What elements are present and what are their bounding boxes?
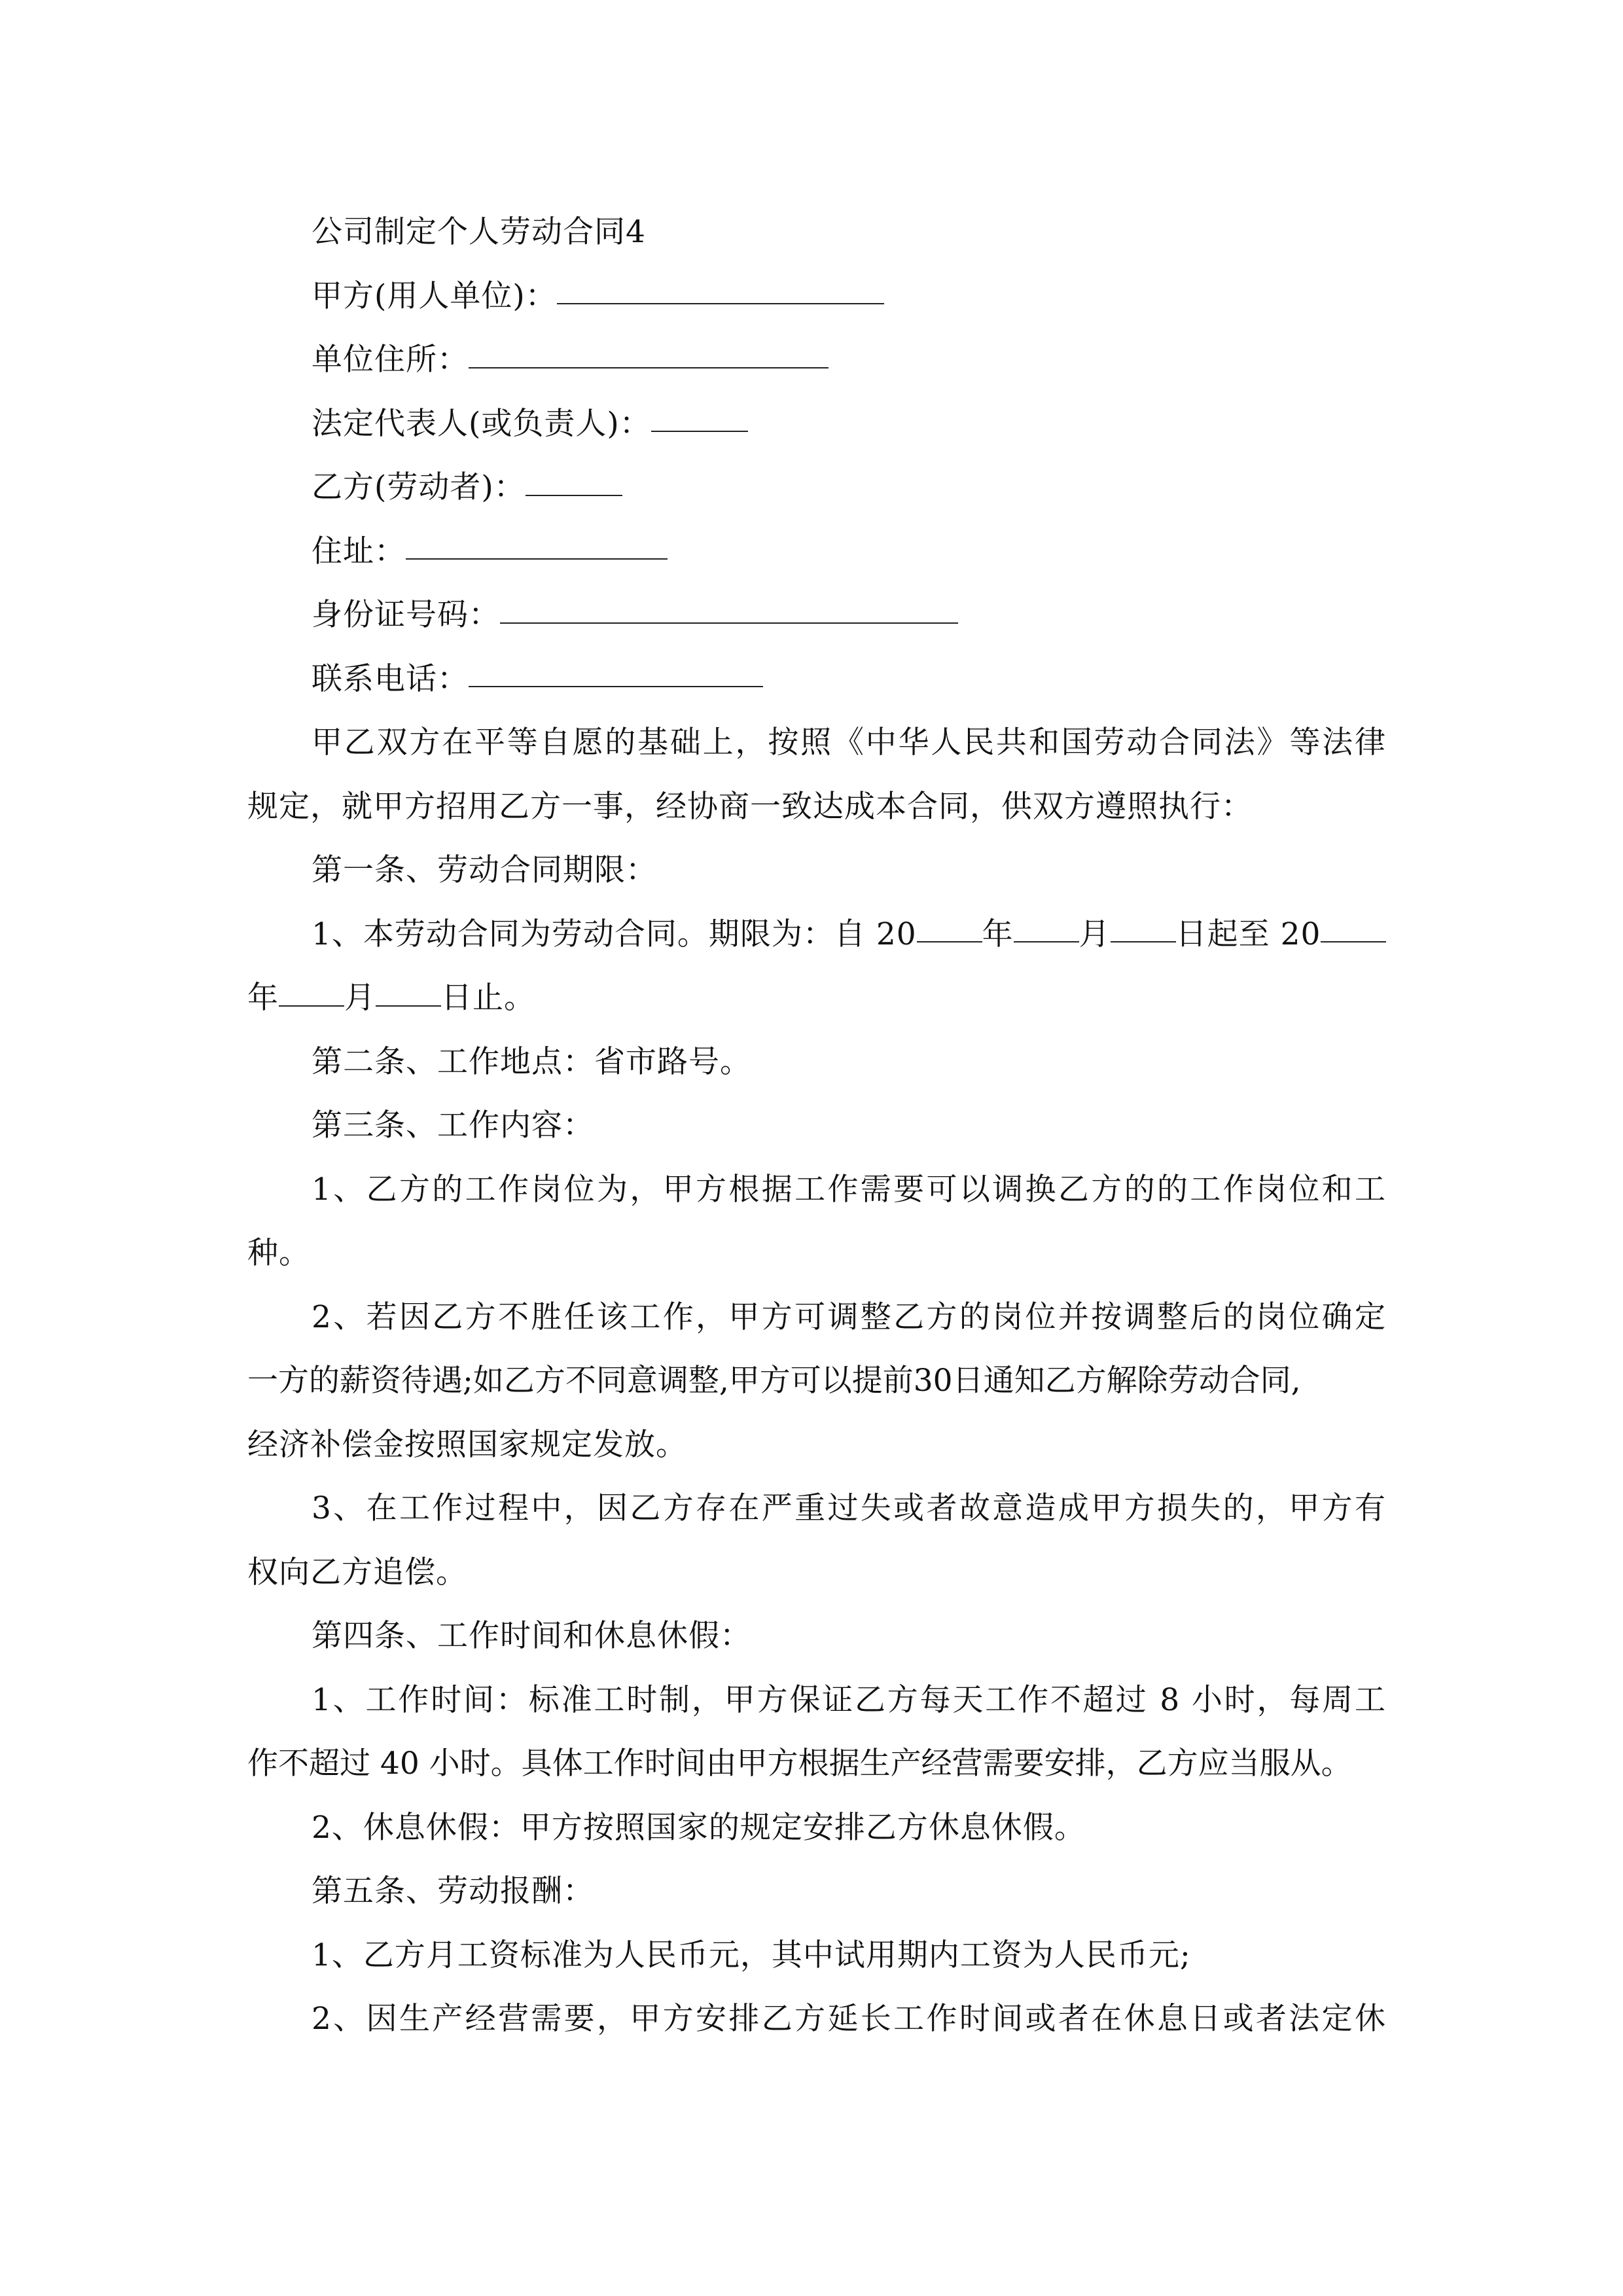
article-3-item-3-line-2: 权向乙方追偿。: [247, 1554, 467, 1590]
article-3-item-1-line-2: 种。: [247, 1235, 310, 1271]
blank-line: [1321, 941, 1386, 942]
term-text: 年: [982, 916, 1014, 952]
term-text: 日起至 20: [1175, 916, 1321, 952]
intro-line-2: 规定，就甲方招用乙方一事，经协商一致达成本合同，供双方遵照执行：: [247, 788, 1253, 825]
field-address: [247, 520, 1386, 584]
field-id-number: [247, 583, 1386, 647]
blank-line: [1111, 941, 1176, 942]
field-legal-rep: [247, 392, 1386, 456]
blank-line: [376, 1005, 441, 1007]
blank-line: [500, 622, 958, 624]
article-5-item-1: 1、乙方月工资标准为人民币元，其中试用期内工资为人民币元;: [312, 1937, 1191, 1973]
field-party-b: [247, 456, 1386, 520]
blank-line: [917, 941, 982, 942]
article-4-item-2: 2、休息休假：甲方按照国家的规定安排乙方休息休假。: [312, 1809, 1086, 1846]
field-label: 联系电话：: [312, 660, 469, 697]
article-3-item-3-line-1: 3、在工作过程中，因乙方存在严重过失或者故意造成甲方损失的，甲方有: [312, 1490, 1386, 1526]
blank-line: [469, 367, 829, 368]
article-3-item-1-line-1: 1、乙方的工作岗位为，甲方根据工作需要可以调换乙方的的工作岗位和工: [312, 1171, 1386, 1208]
article-1-item-1-line-2: [247, 966, 1386, 1030]
article-3-item-2-line-1: 2、若因乙方不胜任该工作，甲方可调整乙方的岗位并按调整后的岗位确定: [312, 1299, 1386, 1335]
field-phone: [247, 647, 1386, 711]
blank-line: [469, 686, 763, 687]
field-unit-address: [247, 328, 1386, 392]
article-5-heading: 第五条、劳动报酬：: [312, 1873, 594, 1909]
field-label: 单位住所：: [312, 342, 469, 378]
article-3-item-2-line-2: 一方的薪资待遇;如乙方不同意调整,甲方可以提前30日通知乙方解除劳动合同,: [247, 1363, 1301, 1399]
article-4-item-1-line-1: 1、工作时间：标准工时制，甲方保证乙方每天工作不超过 8 小时，每周工: [312, 1681, 1386, 1718]
term-text: 月: [344, 980, 376, 1016]
intro-line-1: 甲乙双方在平等自愿的基础上，按照《中华人民共和国劳动合同法》等法律: [312, 725, 1386, 761]
article-3-item-2-line-3: 经济补偿金按照国家规定发放。: [247, 1426, 687, 1463]
field-label: 甲方(用人单位)：: [312, 278, 557, 314]
article-4-heading: 第四条、工作时间和休息休假：: [312, 1618, 751, 1654]
term-text: 月: [1079, 916, 1111, 952]
document-body: [247, 200, 1386, 2051]
blank-line: [279, 1005, 344, 1007]
title-text: 公司制定个人劳动合同4: [312, 214, 646, 250]
article-4-item-1-line-2: 作不超过 40 小时。具体工作时间由甲方根据生产经营需要安排，乙方应当服从。: [247, 1746, 1352, 1782]
term-text: 1、本劳动合同为劳动合同。期限为：自 20: [312, 916, 917, 952]
document-title: [247, 200, 1386, 264]
blank-line: [651, 431, 748, 432]
field-party-a: [247, 264, 1386, 329]
blank-line: [406, 558, 668, 560]
blank-line: [557, 303, 884, 304]
article-5-item-2-line-1: 2、因生产经营需要，甲方安排乙方延长工作时间或者在休息日或者法定休: [312, 2001, 1386, 2037]
article-3-heading: 第三条、工作内容：: [312, 1107, 594, 1143]
term-text: 日止。: [441, 980, 535, 1016]
article-1-item-1-line-1: [247, 903, 1386, 967]
blank-line: [1014, 941, 1079, 942]
field-label: 身份证号码：: [312, 597, 500, 633]
blank-line: [526, 495, 622, 496]
article-1-heading: 第一条、劳动合同期限：: [312, 852, 657, 888]
field-label: 住址：: [312, 533, 406, 569]
field-label: 乙方(劳动者)：: [312, 469, 526, 505]
field-label: 法定代表人(或负责人)：: [312, 405, 651, 442]
term-text: 年: [247, 980, 279, 1016]
article-2-heading: 第二条、工作地点：省市路号。: [312, 1043, 751, 1080]
